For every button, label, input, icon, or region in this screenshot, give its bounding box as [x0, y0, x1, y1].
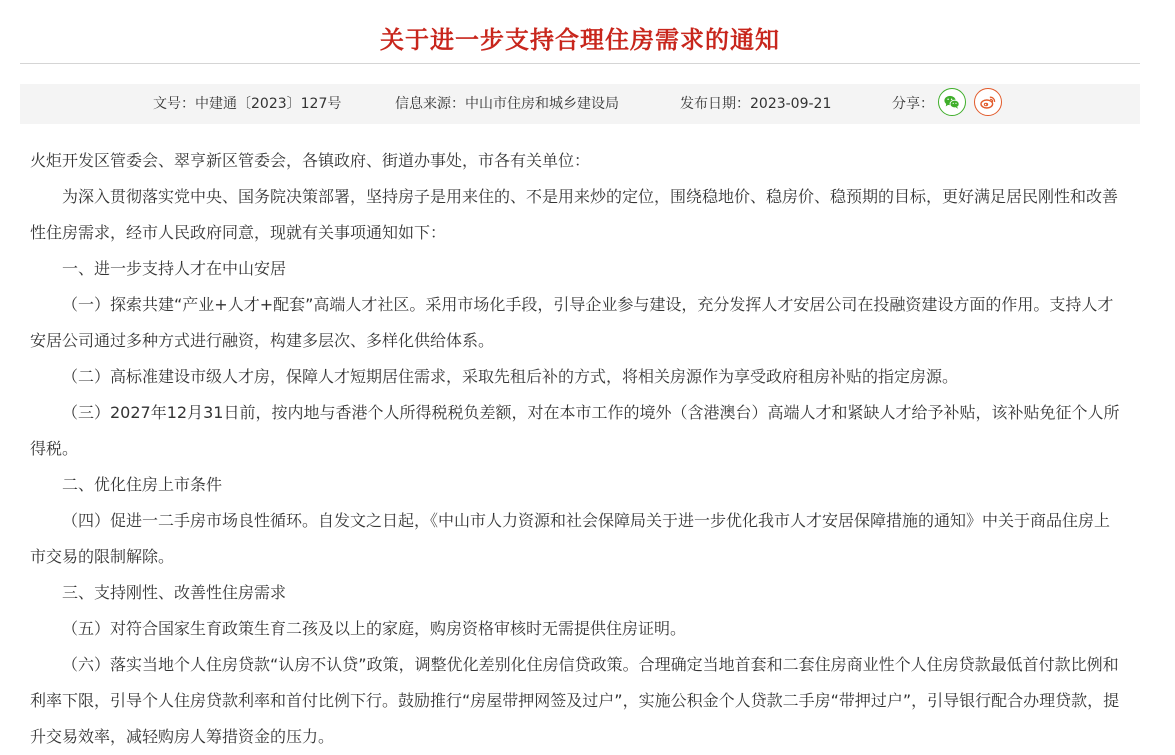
intro-paragraph: 为深入贯彻落实党中央、国务院决策部署，坚持房子是用来住的、不是用来炒的定位，围绕稳地价、稳房价、稳预期的目标，更好满足居民刚性和改善性住房需求，经市人民政府同意，现就有关事项通知如下： [30, 187, 1119, 242]
section-heading: 二、优化住房上市条件 [62, 475, 223, 494]
article-paragraph: （五）对符合国家生育政策生育二孩及以上的家庭，购房资格审核时无需提供住房证明。 [62, 619, 687, 638]
article-paragraph: （三）2027年12月31日前，按内地与香港个人所得税税负差额，对在本市工作的境外（含港澳台）高端人才和紧缺人才给予补贴，该补贴免征个人所得税。 [30, 403, 1120, 458]
doc-number: 文号：中建通〔2023〕127号 [153, 96, 342, 112]
article-paragraph: （四）促进一二手房市场良性循环。自发文之日起，《中山市人力资源和社会保障局关于进一步优化我市人才安居保障措施的通知》中关于商品住房上市交易的限制解除。 [30, 511, 1111, 566]
title-divider [20, 63, 1140, 64]
wechat-icon [943, 93, 961, 111]
article-paragraph: （一）探索共建“产业+人才+配套”高端人才社区。采用市场化手段，引导企业参与建设，充分发挥人才安居公司在投融资建设方面的作用。支持人才安居公司通过多种方式进行融资，构建多层次、多样化供给体系。 [30, 295, 1114, 350]
share-label: 分享： [892, 96, 934, 112]
article-paragraph: （二）高标准建设市级人才房，保障人才短期居住需求，采取先租后补的方式，将相关房源作为享受政府租房补贴的指定房源。 [62, 367, 959, 386]
page-title: 关于进一步支持合理住房需求的通知 [380, 25, 780, 55]
meta-bar [20, 84, 1140, 124]
salutation: 火炬开发区管委会、翠亨新区管委会，各镇政府、街道办事处，市各有关单位： [30, 151, 591, 170]
weibo-icon [979, 93, 997, 111]
publish-date: 发布日期：2023-09-21 [680, 96, 832, 112]
section-heading: 三、支持刚性、改善性住房需求 [62, 583, 287, 602]
share-weibo-button[interactable] [974, 88, 1002, 116]
article-body [30, 143, 1125, 755]
info-source: 信息来源：中山市住房和城乡建设局 [395, 96, 619, 112]
article-paragraph: （六）落实当地个人住房贷款“认房不认贷”政策，调整优化差别化住房信贷政策。合理确定当地首套和二套住房商业性个人住房贷款最低首付款比例和利率下限，引导个人住房贷款利率和首付比例下行。鼓励推行“房屋带押网签及过户”，实施公积金个人贷款二手房“带押过户”，引导银行配合办理贷款，提升交易效率，减轻购房人筹措资金的压力。 [30, 655, 1120, 746]
share-wechat-button[interactable] [938, 88, 966, 116]
section-heading: 一、进一步支持人才在中山安居 [62, 259, 287, 278]
